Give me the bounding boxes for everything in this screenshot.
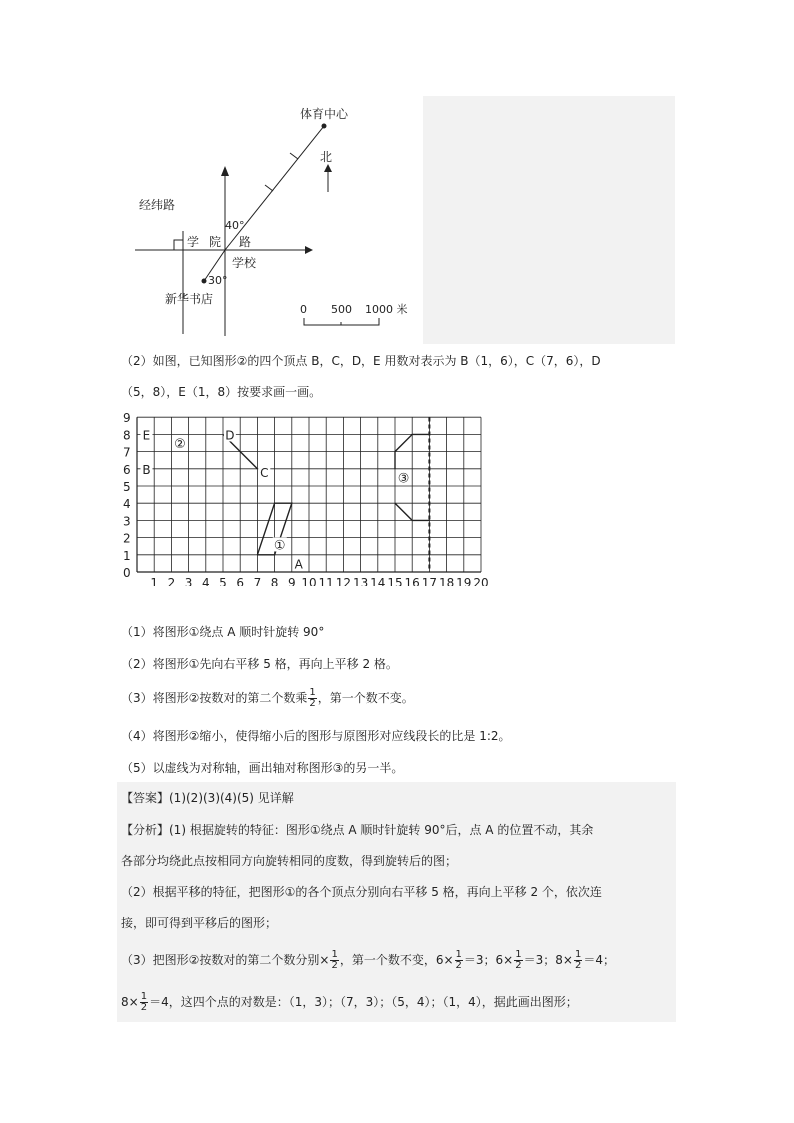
- analysis-line-4: 接，即可得到平移后的图形；: [121, 916, 278, 930]
- east-arrow-icon: [305, 246, 313, 254]
- y-tick-label: 0: [123, 566, 131, 580]
- y-tick-label: 8: [123, 428, 131, 443]
- north-arrow-icon: [324, 164, 332, 172]
- road-label-xue: 学: [187, 235, 200, 249]
- point-label-e: E: [142, 428, 151, 443]
- analysis-text: （3）把图形②按数对的第二个数分别×: [121, 953, 330, 967]
- y-tick-label: 4: [123, 497, 131, 512]
- fraction-numerator: 1: [309, 687, 316, 698]
- scale-bar: [304, 318, 379, 325]
- task-2: （2）将图形①先向右平移 5 格，再向上平移 2 格。: [121, 657, 398, 671]
- shape-label-s3: ③: [397, 471, 410, 487]
- fraction-one-half: [308, 688, 316, 709]
- scale-0-label: 0: [300, 303, 307, 316]
- analysis-text: ＝3；8×: [523, 953, 573, 967]
- shape-label-s2: ②: [174, 437, 186, 452]
- x-tick-label: 6: [236, 576, 245, 586]
- x-tick-label: 7: [253, 576, 262, 586]
- task-5: （5）以虚线为对称轴，画出轴对称图形③的另一半。: [121, 761, 404, 775]
- vertical-arrow-icon: [221, 166, 229, 176]
- y-tick-label: 6: [123, 462, 131, 477]
- point-label-c: C: [260, 466, 269, 481]
- x-tick-label: 18: [438, 576, 455, 586]
- answer-panel: [117, 782, 676, 1022]
- sports-center-point: [322, 124, 327, 129]
- x-tick-label: 19: [456, 576, 472, 586]
- y-tick-label: 1: [123, 548, 131, 563]
- fraction-numerator: 1: [140, 991, 148, 1002]
- point-label-b: B: [142, 462, 151, 477]
- analysis-line-6: [121, 990, 578, 1014]
- sports-center-label: 体育中心: [300, 107, 349, 121]
- question-2-line-1: （2）如图，已知图形②的四个顶点 B，C，D，E 用数对表示为 B（1，6），C（7，6），D: [121, 354, 601, 368]
- fraction-denominator: 2: [515, 960, 522, 971]
- fraction-numerator: 1: [455, 949, 462, 960]
- task-3-text-pre: （3）将图形②按数对的第二个数乘: [121, 691, 308, 705]
- bookstore-label: 新华书店: [165, 292, 214, 306]
- analysis-text: ＝4；: [583, 953, 615, 967]
- analysis-line-2: 各部分均绕此点按相同方向旋转相同的度数，得到旋转后的图；: [121, 854, 458, 868]
- fraction-one-half: [140, 992, 148, 1013]
- y-tick-label: 9: [123, 411, 131, 426]
- tick-mark: [290, 153, 298, 159]
- fraction-denominator: 2: [574, 960, 582, 971]
- blank-panel: [423, 96, 675, 344]
- x-tick-label: 14: [370, 576, 386, 586]
- analysis-text: ＝3；6×: [463, 953, 514, 967]
- analysis-line-5: [121, 948, 615, 972]
- fraction-one-half: [455, 950, 463, 971]
- analysis-line-3: （2）根据平移的特征，把图形①的各个顶点分别向右平移 5 格，再向上平移 2 个，依次连: [121, 885, 602, 899]
- analysis-line-1: 【分析】(1) 根据旋转的特征：图形①绕点 A 顺时针旋转 90°后，点 A 的位置不动，其余: [121, 823, 594, 837]
- coordinate-grid: [119, 408, 491, 586]
- task-4: （4）将图形②缩小，使得缩小后的图形与原图形对应线段长的比是 1:2。: [121, 729, 511, 743]
- task-3: [121, 686, 414, 710]
- x-tick-label: 16: [404, 576, 420, 586]
- angle-40-label: 40°: [225, 219, 245, 232]
- fraction-one-half: [514, 950, 522, 971]
- point-label-a: A: [294, 557, 303, 572]
- point-label-d: D: [225, 428, 235, 443]
- fraction-numerator: 1: [574, 949, 582, 960]
- analysis-text: ，第一个数不变，6×: [339, 953, 454, 967]
- right-angle-mark: [174, 240, 183, 250]
- x-tick-label: 4: [201, 576, 210, 586]
- task-1: （1）将图形①绕点 A 顺时针旋转 90°: [121, 625, 325, 639]
- x-tick-label: 2: [167, 576, 176, 586]
- fraction-numerator: 1: [331, 949, 338, 960]
- x-tick-label: 1: [150, 576, 159, 586]
- fraction-one-half: [574, 950, 582, 971]
- fraction-denominator: 2: [140, 1002, 148, 1013]
- scale-500-label: 500: [331, 303, 352, 316]
- x-tick-label: 17: [421, 576, 438, 586]
- tick-mark: [265, 185, 273, 191]
- angle-30-label: 30°: [208, 274, 228, 287]
- question-2-line-2: （5，8），E（1，8）按要求画一画。: [121, 385, 322, 399]
- x-tick-label: 20: [473, 576, 489, 586]
- x-tick-label: 5: [219, 576, 227, 586]
- analysis-text: ＝4，这四个点的对数是：（1，3）；（7，3）；（5，4）；（1，4），据此画出图形；: [149, 995, 578, 1009]
- x-tick-label: 9: [287, 576, 296, 586]
- north-label: 北: [320, 150, 333, 164]
- answer-line: 【答案】(1)(2)(3)(4)(5) 见详解: [121, 791, 294, 805]
- scale-1000-label: 1000 米: [365, 303, 408, 316]
- jingwei-road-label: 经纬路: [139, 198, 176, 212]
- school-label: 学校: [232, 256, 257, 270]
- road-label-lu: 路: [239, 235, 252, 249]
- fraction-numerator: 1: [515, 949, 522, 960]
- x-tick-label: 13: [352, 576, 369, 586]
- y-tick-label: 7: [123, 445, 131, 460]
- x-tick-label: 12: [335, 576, 352, 586]
- x-tick-label: 15: [387, 576, 403, 586]
- x-tick-label: 8: [270, 576, 279, 586]
- shape-label-s1: ①: [273, 538, 286, 554]
- fraction-denominator: 2: [331, 960, 338, 971]
- y-tick-label: 3: [123, 514, 131, 529]
- y-tick-label: 2: [123, 531, 131, 546]
- fraction-denominator: 2: [309, 698, 316, 709]
- fraction-denominator: 2: [455, 960, 462, 971]
- y-tick-label: 5: [123, 480, 131, 494]
- location-map: [119, 96, 423, 344]
- fraction-one-half: [330, 950, 338, 971]
- analysis-text: 8×: [121, 995, 139, 1009]
- task-3-text-post: ，第一个数不变。: [317, 691, 414, 705]
- x-tick-label: 3: [184, 576, 193, 586]
- road-label-yuan: 院: [209, 235, 222, 249]
- x-tick-label: 10: [301, 576, 317, 586]
- x-tick-label: 11: [318, 576, 334, 586]
- bookstore-point: [202, 279, 207, 284]
